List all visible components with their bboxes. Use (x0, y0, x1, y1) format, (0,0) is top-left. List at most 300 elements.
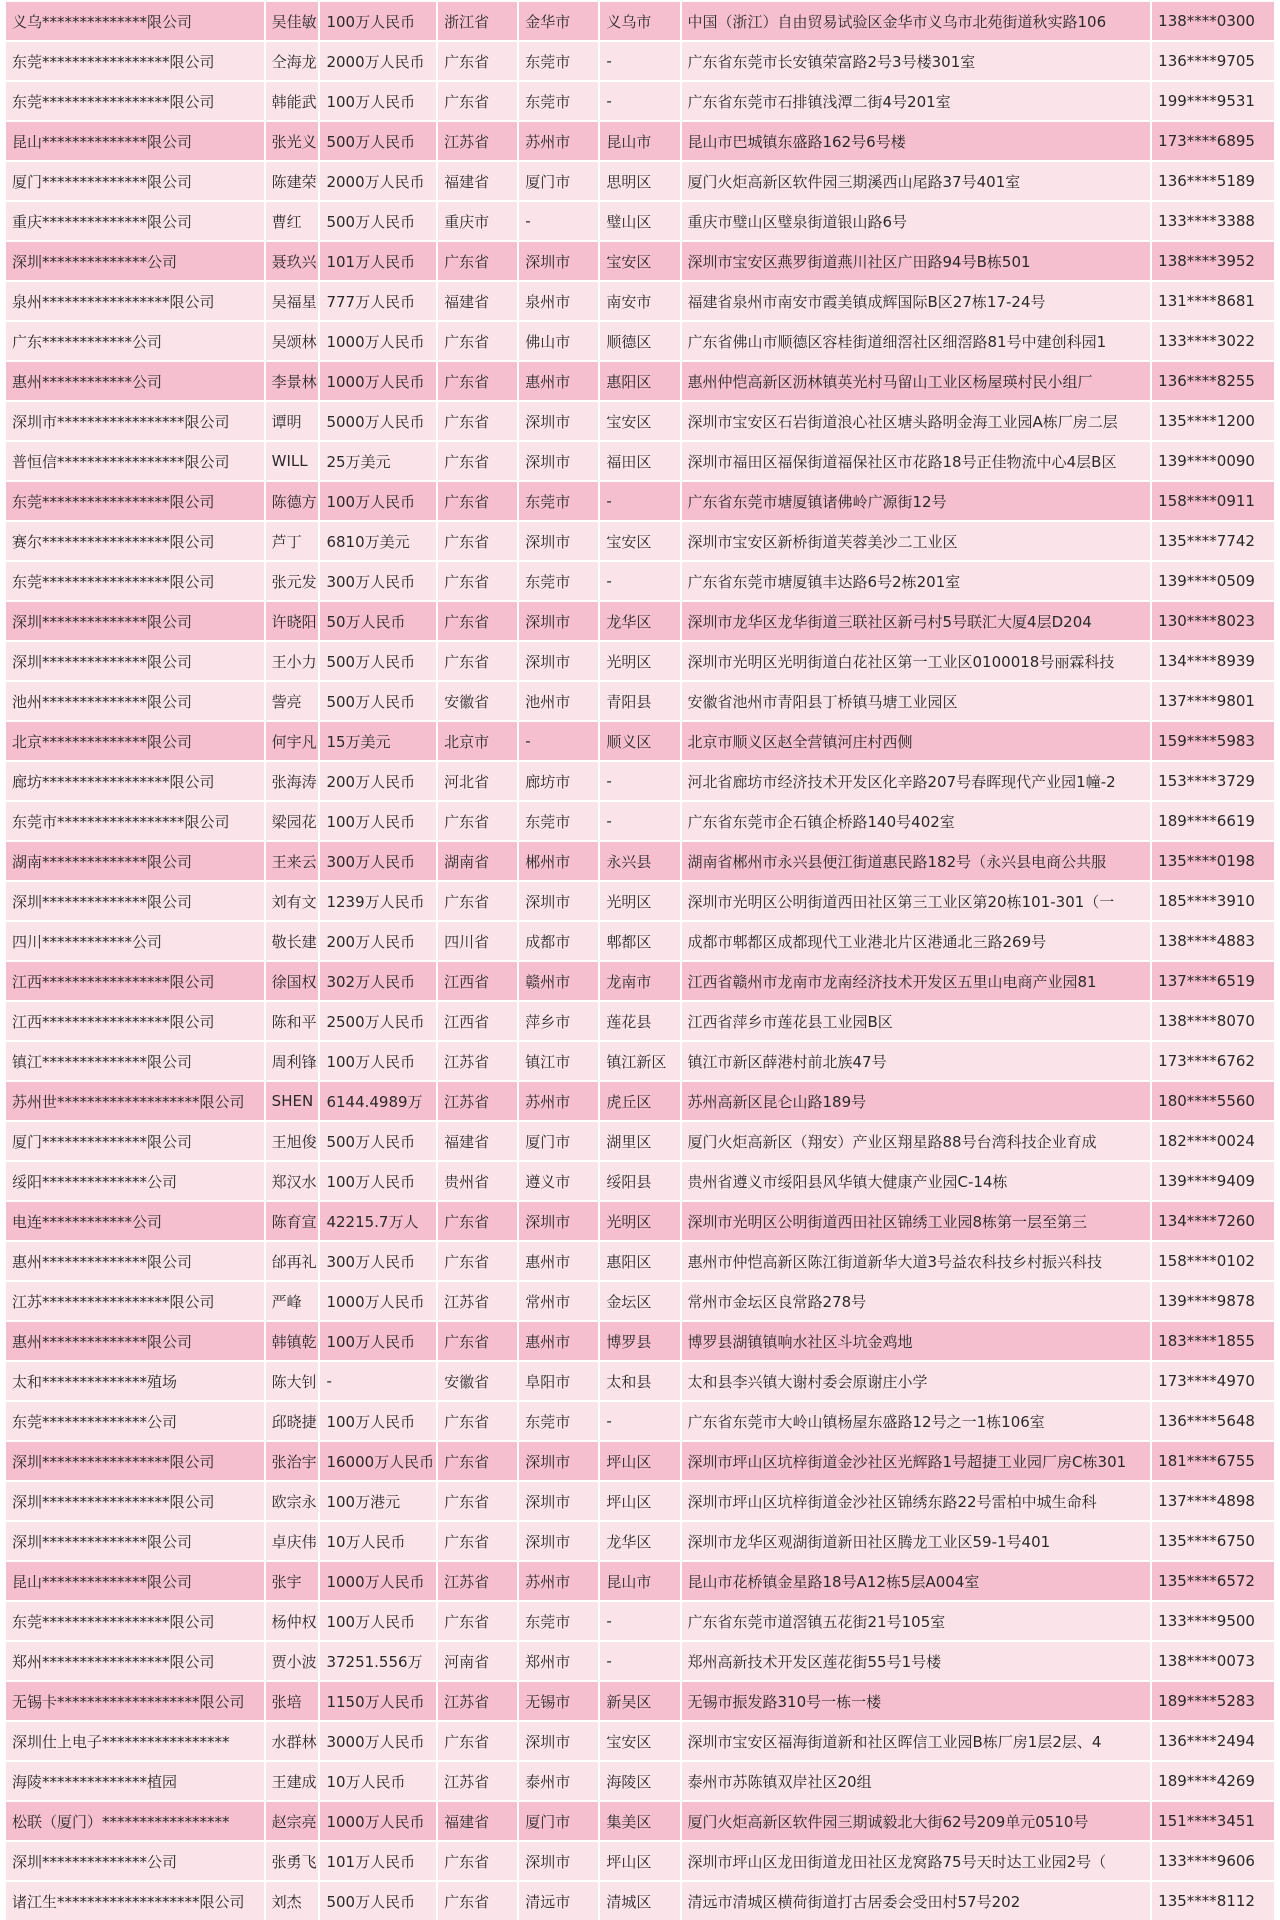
province-cell: 广东省 (437, 81, 518, 121)
table-row (5, 1641, 1275, 1681)
province-cell: 江苏省 (437, 1761, 518, 1801)
contact-person-cell: 刘有文 (265, 881, 320, 921)
province-cell: 安徽省 (437, 1361, 518, 1401)
address-cell: 深圳市宝安区福海街道新和社区晖信工业园B栋厂房1层2层、4 (681, 1721, 1152, 1761)
address-cell: 广东省东莞市塘厦镇丰达路6号2栋201室 (681, 561, 1152, 601)
company-name-cell: 池州**************限公司 (5, 681, 265, 721)
table-body (5, 1, 1275, 1920)
registered-capital-cell: 1000万人民币 (319, 361, 437, 401)
address-cell: 深圳市坪山区坑梓街道金沙社区光辉路1号超捷工业园厂房C栋301 (681, 1441, 1152, 1481)
registered-capital-cell: 2500万人民币 (319, 1001, 437, 1041)
registered-capital-cell: 5000万人民币 (319, 401, 437, 441)
phone-cell: 173****6895 (1151, 121, 1275, 161)
phone-cell: 153****3729 (1151, 761, 1275, 801)
province-cell: 广东省 (437, 1321, 518, 1361)
registered-capital-cell: 15万美元 (319, 721, 437, 761)
address-cell: 湖南省郴州市永兴县便江街道惠民路182号（永兴县电商公共服 (681, 841, 1152, 881)
city-cell: 深圳市 (518, 1721, 599, 1761)
city-cell: 东莞市 (518, 801, 599, 841)
contact-person-cell: 仝海龙 (265, 41, 320, 81)
address-cell: 郑州高新技术开发区莲花街55号1号楼 (681, 1641, 1152, 1681)
phone-cell: 199****9531 (1151, 81, 1275, 121)
phone-cell: 130****8023 (1151, 601, 1275, 641)
table-row (5, 481, 1275, 521)
phone-cell: 133****3022 (1151, 321, 1275, 361)
contact-person-cell: 陈和平 (265, 1001, 320, 1041)
city-cell: 深圳市 (518, 241, 599, 281)
province-cell: 安徽省 (437, 681, 518, 721)
province-cell: 广东省 (437, 1721, 518, 1761)
registered-capital-cell: 200万人民币 (319, 761, 437, 801)
province-cell: 四川省 (437, 921, 518, 961)
province-cell: 广东省 (437, 1401, 518, 1441)
registered-capital-cell: 500万人民币 (319, 201, 437, 241)
contact-person-cell: 赵宗亮 (265, 1801, 320, 1841)
district-cell: 集美区 (599, 1801, 680, 1841)
contact-person-cell: 王来云 (265, 841, 320, 881)
phone-cell: 181****6755 (1151, 1441, 1275, 1481)
phone-cell: 135****6572 (1151, 1561, 1275, 1601)
province-cell: 江苏省 (437, 121, 518, 161)
address-cell: 中国（浙江）自由贸易试验区金华市义乌市北苑街道秋实路106 (681, 1, 1152, 41)
phone-cell: 138****4883 (1151, 921, 1275, 961)
province-cell: 福建省 (437, 1121, 518, 1161)
contact-person-cell: 刘杰 (265, 1881, 320, 1920)
table-row (5, 1801, 1275, 1841)
address-cell: 深圳市光明区公明街道西田社区第三工业区第20栋101-301（一 (681, 881, 1152, 921)
district-cell: 宝安区 (599, 1721, 680, 1761)
address-cell: 广东省东莞市长安镇荣富路2号3号楼301室 (681, 41, 1152, 81)
district-cell: 顺义区 (599, 721, 680, 761)
phone-cell: 158****0102 (1151, 1241, 1275, 1281)
company-name-cell: 廊坊*****************限公司 (5, 761, 265, 801)
address-cell: 深圳市光明区公明街道西田社区锦绣工业园8栋第一层至第三 (681, 1201, 1152, 1241)
company-name-cell: 绥阳**************公司 (5, 1161, 265, 1201)
contact-person-cell: 周利锋 (265, 1041, 320, 1081)
district-cell: - (599, 1641, 680, 1681)
contact-person-cell: 敬长建 (265, 921, 320, 961)
contact-person-cell: 吴福星 (265, 281, 320, 321)
province-cell: 江西省 (437, 1001, 518, 1041)
registered-capital-cell: 1239万人民币 (319, 881, 437, 921)
address-cell: 江西省赣州市龙南市龙南经济技术开发区五里山电商产业园81 (681, 961, 1152, 1001)
province-cell: 福建省 (437, 161, 518, 201)
table-row (5, 1441, 1275, 1481)
phone-cell: 185****3910 (1151, 881, 1275, 921)
address-cell: 安徽省池州市青阳县丁桥镇马塘工业园区 (681, 681, 1152, 721)
company-name-cell: 江西*****************限公司 (5, 1001, 265, 1041)
city-cell: 廊坊市 (518, 761, 599, 801)
registered-capital-cell: 2000万人民币 (319, 41, 437, 81)
table-row (5, 1201, 1275, 1241)
company-name-cell: 惠州************公司 (5, 361, 265, 401)
registered-capital-cell: 500万人民币 (319, 1121, 437, 1161)
district-cell: 龙华区 (599, 601, 680, 641)
company-name-cell: 昆山**************限公司 (5, 121, 265, 161)
district-cell: 镇江新区 (599, 1041, 680, 1081)
registered-capital-cell: 10万人民币 (319, 1521, 437, 1561)
phone-cell: 136****2494 (1151, 1721, 1275, 1761)
table-row (5, 1841, 1275, 1881)
registered-capital-cell: 100万港元 (319, 1481, 437, 1521)
company-name-cell: 义乌**************限公司 (5, 1, 265, 41)
contact-person-cell: 张宇 (265, 1561, 320, 1601)
address-cell: 深圳市宝安区石岩街道浪心社区塘头路明金海工业园A栋厂房二层 (681, 401, 1152, 441)
registered-capital-cell: 500万人民币 (319, 641, 437, 681)
city-cell: 泉州市 (518, 281, 599, 321)
contact-person-cell: 曹红 (265, 201, 320, 241)
province-cell: 江苏省 (437, 1081, 518, 1121)
company-name-cell: 郑州*****************限公司 (5, 1641, 265, 1681)
district-cell: - (599, 761, 680, 801)
table-row (5, 1481, 1275, 1521)
table-row (5, 1001, 1275, 1041)
contact-person-cell: WILL (265, 441, 320, 481)
company-name-cell: 苏州世*******************限公司 (5, 1081, 265, 1121)
company-name-cell: 深圳仕上电子***************** (5, 1721, 265, 1761)
address-cell: 江西省萍乡市莲花县工业园B区 (681, 1001, 1152, 1041)
address-cell: 深圳市坪山区龙田街道龙田社区龙窝路75号天时达工业园2号（ (681, 1841, 1152, 1881)
address-cell: 昆山市巴城镇东盛路162号6号楼 (681, 121, 1152, 161)
contact-person-cell: 张治宇 (265, 1441, 320, 1481)
province-cell: 广东省 (437, 601, 518, 641)
district-cell: 福田区 (599, 441, 680, 481)
contact-person-cell: 訾亮 (265, 681, 320, 721)
province-cell: 广东省 (437, 1481, 518, 1521)
phone-cell: 189****4269 (1151, 1761, 1275, 1801)
table-row (5, 761, 1275, 801)
company-name-cell: 赛尔*****************限公司 (5, 521, 265, 561)
company-name-cell: 深圳市*****************限公司 (5, 401, 265, 441)
province-cell: 贵州省 (437, 1161, 518, 1201)
city-cell: 深圳市 (518, 881, 599, 921)
district-cell: - (599, 41, 680, 81)
district-cell: 南安市 (599, 281, 680, 321)
province-cell: 广东省 (437, 561, 518, 601)
city-cell: 深圳市 (518, 601, 599, 641)
registered-capital-cell: 10万人民币 (319, 1761, 437, 1801)
contact-person-cell: 欧宗永 (265, 1481, 320, 1521)
address-cell: 惠州市仲恺高新区陈江街道新华大道3号益农科技乡村振兴科技 (681, 1241, 1152, 1281)
table-row (5, 1721, 1275, 1761)
phone-cell: 189****5283 (1151, 1681, 1275, 1721)
company-name-cell: 电连************公司 (5, 1201, 265, 1241)
city-cell: 泰州市 (518, 1761, 599, 1801)
address-cell: 深圳市福田区福保街道福保社区市花路18号正佳物流中心4层B区 (681, 441, 1152, 481)
table-row (5, 841, 1275, 881)
table-row (5, 281, 1275, 321)
registered-capital-cell: 1000万人民币 (319, 1281, 437, 1321)
contact-person-cell: SHEN (265, 1081, 320, 1121)
address-cell: 广东省东莞市企石镇企桥路140号402室 (681, 801, 1152, 841)
province-cell: 广东省 (437, 641, 518, 681)
city-cell: - (518, 201, 599, 241)
table-row (5, 1, 1275, 41)
phone-cell: 135****7742 (1151, 521, 1275, 561)
city-cell: 无锡市 (518, 1681, 599, 1721)
district-cell: 坪山区 (599, 1481, 680, 1521)
address-cell: 河北省廊坊市经济技术开发区化辛路207号春晖现代产业园1幢-2 (681, 761, 1152, 801)
district-cell: 龙南市 (599, 961, 680, 1001)
province-cell: 河北省 (437, 761, 518, 801)
city-cell: 佛山市 (518, 321, 599, 361)
table-row (5, 921, 1275, 961)
district-cell: 坪山区 (599, 1841, 680, 1881)
company-name-cell: 厦门**************限公司 (5, 1121, 265, 1161)
contact-person-cell: 陈德方 (265, 481, 320, 521)
address-cell: 重庆市璧山区璧泉街道银山路6号 (681, 201, 1152, 241)
district-cell: 光明区 (599, 881, 680, 921)
phone-cell: 151****3451 (1151, 1801, 1275, 1841)
company-name-cell: 深圳**************限公司 (5, 641, 265, 681)
registered-capital-cell: 101万人民币 (319, 1841, 437, 1881)
address-cell: 贵州省遵义市绥阳县风华镇大健康产业园C-14栋 (681, 1161, 1152, 1201)
registered-capital-cell: 500万人民币 (319, 681, 437, 721)
district-cell: 惠阳区 (599, 361, 680, 401)
city-cell: 苏州市 (518, 1561, 599, 1601)
district-cell: 光明区 (599, 1201, 680, 1241)
contact-person-cell: 郑汉水 (265, 1161, 320, 1201)
city-cell: 金华市 (518, 1, 599, 41)
contact-person-cell: 韩能武 (265, 81, 320, 121)
city-cell: 深圳市 (518, 1441, 599, 1481)
registered-capital-cell: 100万人民币 (319, 81, 437, 121)
city-cell: 惠州市 (518, 361, 599, 401)
city-cell: 萍乡市 (518, 1001, 599, 1041)
address-cell: 泰州市苏陈镇双岸社区20组 (681, 1761, 1152, 1801)
company-name-cell: 东莞*****************限公司 (5, 481, 265, 521)
contact-person-cell: 王建成 (265, 1761, 320, 1801)
table-row (5, 241, 1275, 281)
phone-cell: 135****8112 (1151, 1881, 1275, 1920)
contact-person-cell: 何宇凡 (265, 721, 320, 761)
table-row (5, 161, 1275, 201)
address-cell: 广东省东莞市大岭山镇杨屋东盛路12号之一1栋106室 (681, 1401, 1152, 1441)
city-cell: 镇江市 (518, 1041, 599, 1081)
province-cell: 广东省 (437, 361, 518, 401)
province-cell: 广东省 (437, 1241, 518, 1281)
table-row (5, 961, 1275, 1001)
phone-cell: 135****1200 (1151, 401, 1275, 441)
address-cell: 太和县李兴镇大谢村委会原谢庄小学 (681, 1361, 1152, 1401)
table-row (5, 1881, 1275, 1920)
registered-capital-cell: 302万人民币 (319, 961, 437, 1001)
province-cell: 广东省 (437, 1601, 518, 1641)
contact-person-cell: 卓庆伟 (265, 1521, 320, 1561)
city-cell: 惠州市 (518, 1241, 599, 1281)
registered-capital-cell: 300万人民币 (319, 1241, 437, 1281)
contact-person-cell: 张光义 (265, 121, 320, 161)
city-cell: 苏州市 (518, 1081, 599, 1121)
province-cell: 浙江省 (437, 1, 518, 41)
phone-cell: 134****7260 (1151, 1201, 1275, 1241)
district-cell: 宝安区 (599, 521, 680, 561)
address-cell: 深圳市宝安区燕罗街道燕川社区广田路94号B栋501 (681, 241, 1152, 281)
contact-person-cell: 陈大钊 (265, 1361, 320, 1401)
table-row (5, 1081, 1275, 1121)
registered-capital-cell: 100万人民币 (319, 1041, 437, 1081)
phone-cell: 136****5648 (1151, 1401, 1275, 1441)
table-row (5, 641, 1275, 681)
table-row (5, 1521, 1275, 1561)
phone-cell: 139****9878 (1151, 1281, 1275, 1321)
registered-capital-cell: 1150万人民币 (319, 1681, 437, 1721)
province-cell: 广东省 (437, 441, 518, 481)
district-cell: 思明区 (599, 161, 680, 201)
city-cell: 池州市 (518, 681, 599, 721)
contact-person-cell: 贾小波 (265, 1641, 320, 1681)
city-cell: 东莞市 (518, 561, 599, 601)
phone-cell: 158****0911 (1151, 481, 1275, 521)
table-row (5, 1681, 1275, 1721)
registered-capital-cell: - (319, 1361, 437, 1401)
company-name-cell: 海陵**************植园 (5, 1761, 265, 1801)
phone-cell: 173****6762 (1151, 1041, 1275, 1081)
phone-cell: 137****9801 (1151, 681, 1275, 721)
district-cell: 青阳县 (599, 681, 680, 721)
company-name-cell: 东莞*****************限公司 (5, 81, 265, 121)
company-table (4, 0, 1276, 1920)
address-cell: 北京市顺义区赵全营镇河庄村西侧 (681, 721, 1152, 761)
contact-person-cell: 韩镇乾 (265, 1321, 320, 1361)
city-cell: - (518, 721, 599, 761)
district-cell: 昆山市 (599, 121, 680, 161)
registered-capital-cell: 1000万人民币 (319, 1801, 437, 1841)
phone-cell: 134****8939 (1151, 641, 1275, 681)
contact-person-cell: 许晓阳 (265, 601, 320, 641)
contact-person-cell: 徐国权 (265, 961, 320, 1001)
contact-person-cell: 王旭俊 (265, 1121, 320, 1161)
table-row (5, 321, 1275, 361)
registered-capital-cell: 50万人民币 (319, 601, 437, 641)
registered-capital-cell: 2000万人民币 (319, 161, 437, 201)
district-cell: 绥阳县 (599, 1161, 680, 1201)
table-row (5, 1761, 1275, 1801)
district-cell: 龙华区 (599, 1521, 680, 1561)
phone-cell: 183****1855 (1151, 1321, 1275, 1361)
registered-capital-cell: 100万人民币 (319, 1401, 437, 1441)
address-cell: 深圳市光明区光明街道白花社区第一工业区0100018号丽霖科技 (681, 641, 1152, 681)
registered-capital-cell: 37251.556万 (319, 1641, 437, 1681)
district-cell: 光明区 (599, 641, 680, 681)
city-cell: 苏州市 (518, 121, 599, 161)
registered-capital-cell: 100万人民币 (319, 1601, 437, 1641)
district-cell: - (599, 1401, 680, 1441)
city-cell: 深圳市 (518, 1841, 599, 1881)
table-row (5, 201, 1275, 241)
company-name-cell: 东莞*****************限公司 (5, 1601, 265, 1641)
district-cell: - (599, 1601, 680, 1641)
district-cell: 太和县 (599, 1361, 680, 1401)
company-name-cell: 普恒信*****************限公司 (5, 441, 265, 481)
contact-person-cell: 陈建荣 (265, 161, 320, 201)
company-name-cell: 昆山**************限公司 (5, 1561, 265, 1601)
company-name-cell: 深圳*****************限公司 (5, 1481, 265, 1521)
table-row (5, 1241, 1275, 1281)
table-row (5, 601, 1275, 641)
phone-cell: 138****0073 (1151, 1641, 1275, 1681)
address-cell: 苏州高新区昆仑山路189号 (681, 1081, 1152, 1121)
registered-capital-cell: 3000万人民币 (319, 1721, 437, 1761)
city-cell: 东莞市 (518, 481, 599, 521)
district-cell: 顺德区 (599, 321, 680, 361)
address-cell: 昆山市花桥镇金星路18号A12栋5层A004室 (681, 1561, 1152, 1601)
company-name-cell: 深圳**************限公司 (5, 881, 265, 921)
table-row (5, 1401, 1275, 1441)
district-cell: 坪山区 (599, 1441, 680, 1481)
company-name-cell: 深圳**************公司 (5, 1841, 265, 1881)
province-cell: 广东省 (437, 1881, 518, 1920)
province-cell: 湖南省 (437, 841, 518, 881)
city-cell: 郑州市 (518, 1641, 599, 1681)
table-row (5, 441, 1275, 481)
company-name-cell: 惠州**************限公司 (5, 1321, 265, 1361)
phone-cell: 159****5983 (1151, 721, 1275, 761)
phone-cell: 137****4898 (1151, 1481, 1275, 1521)
city-cell: 成都市 (518, 921, 599, 961)
province-cell: 广东省 (437, 521, 518, 561)
city-cell: 深圳市 (518, 641, 599, 681)
company-name-cell: 厦门**************限公司 (5, 161, 265, 201)
phone-cell: 138****8070 (1151, 1001, 1275, 1041)
province-cell: 广东省 (437, 241, 518, 281)
province-cell: 江苏省 (437, 1041, 518, 1081)
address-cell: 镇江市新区薛港村前北族47号 (681, 1041, 1152, 1081)
city-cell: 赣州市 (518, 961, 599, 1001)
contact-person-cell: 张海涛 (265, 761, 320, 801)
city-cell: 厦门市 (518, 1801, 599, 1841)
phone-cell: 131****8681 (1151, 281, 1275, 321)
phone-cell: 180****5560 (1151, 1081, 1275, 1121)
contact-person-cell: 芦丁 (265, 521, 320, 561)
table-row (5, 1161, 1275, 1201)
city-cell: 清远市 (518, 1881, 599, 1920)
address-cell: 福建省泉州市南安市霞美镇成辉国际B区27栋17-24号 (681, 281, 1152, 321)
company-name-cell: 诸江生*******************限公司 (5, 1881, 265, 1920)
contact-person-cell: 吴佳敏 (265, 1, 320, 41)
city-cell: 深圳市 (518, 401, 599, 441)
district-cell: 惠阳区 (599, 1241, 680, 1281)
city-cell: 惠州市 (518, 1321, 599, 1361)
district-cell: 湖里区 (599, 1121, 680, 1161)
province-cell: 广东省 (437, 481, 518, 521)
district-cell: - (599, 81, 680, 121)
registered-capital-cell: 100万人民币 (319, 1321, 437, 1361)
city-cell: 厦门市 (518, 161, 599, 201)
contact-person-cell: 张勇飞 (265, 1841, 320, 1881)
company-name-cell: 深圳*****************限公司 (5, 1441, 265, 1481)
address-cell: 广东省东莞市塘厦镇诸佛岭广源街12号 (681, 481, 1152, 521)
phone-cell: 135****0198 (1151, 841, 1275, 881)
phone-cell: 139****0509 (1151, 561, 1275, 601)
company-name-cell: 东莞*****************限公司 (5, 41, 265, 81)
city-cell: 东莞市 (518, 81, 599, 121)
province-cell: 广东省 (437, 1841, 518, 1881)
address-cell: 无锡市振发路310号一栋一楼 (681, 1681, 1152, 1721)
district-cell: 昆山市 (599, 1561, 680, 1601)
district-cell: - (599, 481, 680, 521)
table-row (5, 361, 1275, 401)
company-name-cell: 江西*****************限公司 (5, 961, 265, 1001)
table-row (5, 81, 1275, 121)
company-name-cell: 深圳**************限公司 (5, 1521, 265, 1561)
address-cell: 广东省东莞市石排镇浅潭二街4号201室 (681, 81, 1152, 121)
district-cell: 宝安区 (599, 401, 680, 441)
province-cell: 福建省 (437, 281, 518, 321)
city-cell: 深圳市 (518, 521, 599, 561)
registered-capital-cell: 500万人民币 (319, 1881, 437, 1920)
province-cell: 广东省 (437, 801, 518, 841)
